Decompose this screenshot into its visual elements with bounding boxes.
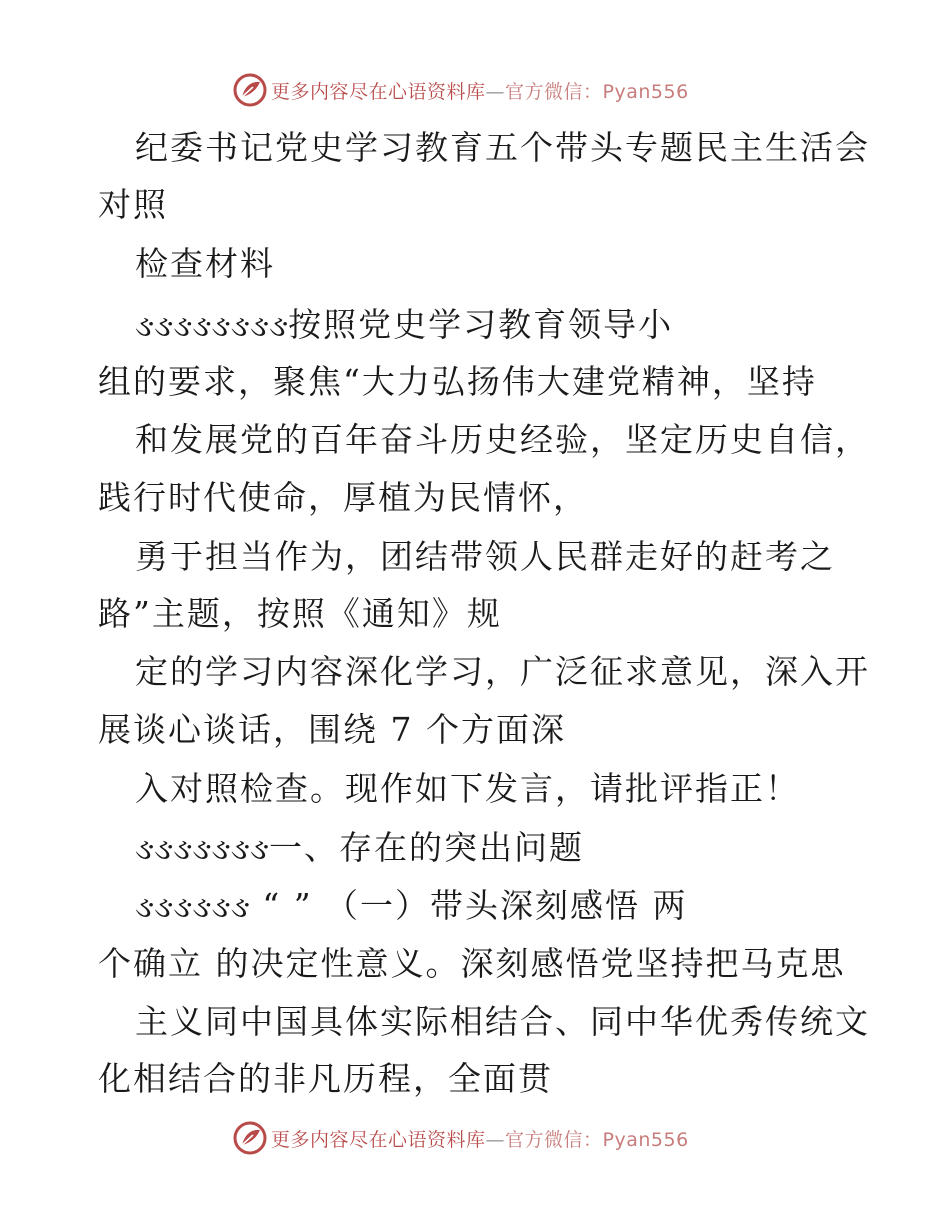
header-watermark — [233, 72, 689, 108]
paragraph-line: 个确立 的决定性意义。深刻感悟党坚持把马克思 — [98, 944, 846, 983]
leaf-logo-icon — [233, 73, 267, 107]
ornament-glyphs: ઙઙઙઙઙઙ — [135, 890, 250, 925]
subsection-heading — [135, 884, 688, 930]
paragraph-line: 和发展党的百年奋斗历史经验，坚定历史自信， — [135, 420, 870, 459]
paragraph-line: 路”主题，按照《通知》规 — [98, 594, 502, 633]
paragraph-line: 入对照检查。现作如下发言，请批评指正！ — [135, 769, 800, 808]
paragraph-line: 践行时代使命，厚植为民情怀， — [98, 478, 588, 517]
watermark-separator: — — [485, 1128, 506, 1151]
subsection-heading-text: “ ” （一）带头深刻感悟 两 — [249, 886, 688, 925]
paragraph-text: 按照党史学习教育领导小 — [288, 305, 674, 344]
paragraph-line: 展谈心谈话，围绕 7 个方面深 — [98, 710, 566, 749]
watermark-separator: — — [485, 80, 506, 103]
section-heading-text: 一、存在的突出问题 — [268, 828, 584, 867]
watermark-contact: 官方微信：Pyan556 — [505, 1128, 689, 1151]
doc-title-line-3: 检查材料 — [135, 244, 275, 283]
paragraph-line: 化相结合的非凡历程，全面贯 — [98, 1059, 553, 1098]
doc-title-line-2: 对照 — [98, 185, 168, 224]
watermark-contact: 官方微信：Pyan556 — [505, 80, 689, 103]
ornament-glyphs: ઙઙઙઙઙઙઙ — [135, 832, 269, 867]
paragraph-line: 主义同中国具体实际相结合、同中华优秀传统文 — [135, 1002, 870, 1041]
section-heading — [135, 826, 584, 872]
watermark-brand: 更多内容尽在心语资料库 — [271, 80, 486, 103]
footer-watermark — [233, 1120, 689, 1156]
leaf-logo-icon — [233, 1121, 267, 1155]
paragraph-line: 定的学习内容深化学习，广泛征求意见，深入开 — [135, 652, 870, 691]
ornament-glyphs: ઙઙઙઙઙઙઙઙ — [135, 309, 289, 344]
watermark-brand: 更多内容尽在心语资料库 — [271, 1128, 486, 1151]
paragraph-line: 勇于担当作为，团结带领人民群走好的赶考之 — [135, 537, 835, 576]
doc-title-line-1: 纪委书记党史学习教育五个带头专题民主生活会 — [135, 128, 870, 167]
paragraph-line: 组的要求，聚焦“大力弘扬伟大建党精神，坚持 — [98, 362, 817, 401]
paragraph-line — [135, 303, 673, 349]
